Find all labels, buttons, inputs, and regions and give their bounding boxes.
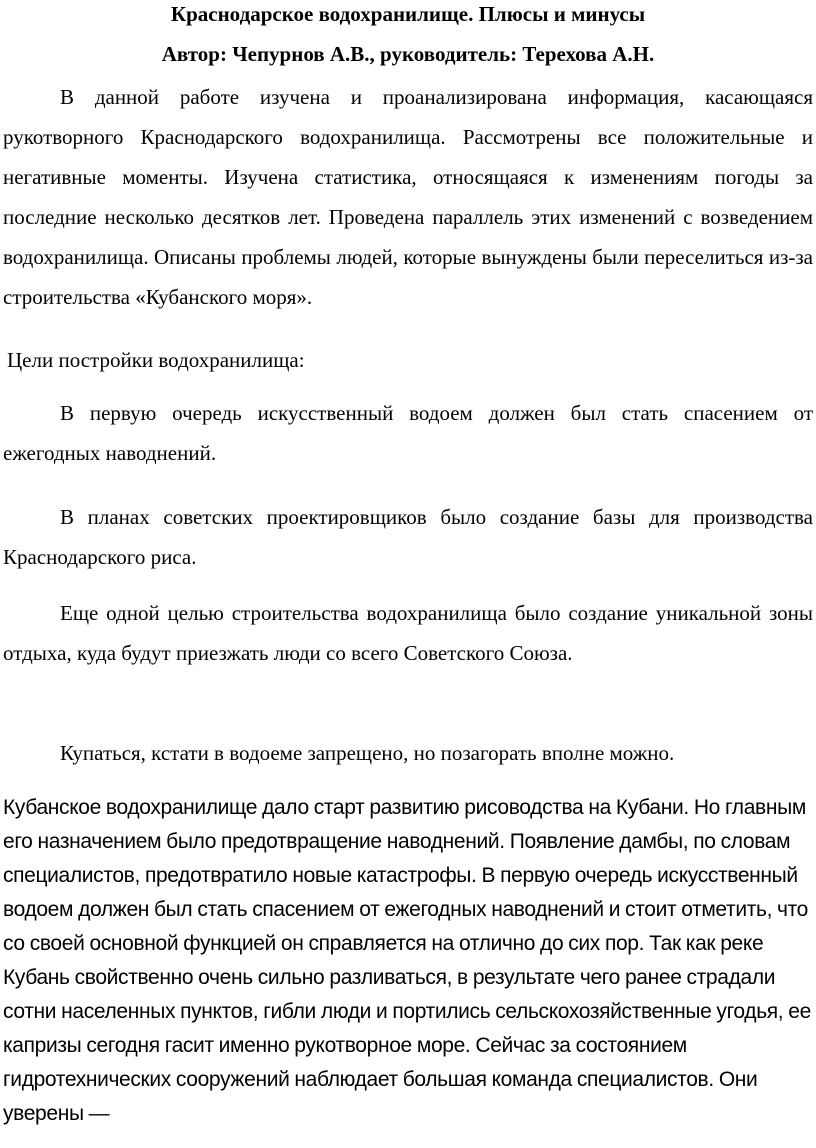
intro-paragraph: В данной работе изучена и проанализирована информация, касающаяся рукотворного Краснодарского водохранилища. Рассмотрены все положительные и негативные моменты. Изучена статистика, относящаяся к изменениям погоды за последние несколько десятков лет. Проведена параллель этих изменений с возведением водохранилища. Описаны проблемы людей, которые вынуждены были переселиться из-за строительства «Кубанского моря». (3, 85, 813, 309)
goal-paragraph-2: В планах советских проектировщиков было создание базы для производства Краснодарского риса. (3, 505, 813, 569)
document-title: Краснодарское водохранилище. Плюсы и минусы (170, 2, 646, 26)
goal-paragraph-1: В первую очередь искусственный водоем должен был стать спасением от ежегодных наводнений. (3, 401, 813, 465)
goal-paragraph-3: Еще одной целью строительства водохранилища было создание уникальной зоны отдыха, куда будут приезжать люди со всего Советского Союза. (3, 601, 813, 665)
document-authors: Автор: Чепурнов А.В., руководитель: Терехова А.Н. (161, 42, 655, 66)
swimming-note: Купаться, кстати в водоеме запрещено, но позагорать вполне можно. (60, 741, 675, 765)
body-text-paragraph: Кубанское водохранилище дало старт развитию рисоводства на Кубани. Но главным его назначением было предотвращение наводнений. Появление дамбы, по словам специалистов, предотвратило новые катастрофы. В первую очередь искусственный водоем должен был стать спасением от ежегодных наводнений и стоит отметить, что со своей основной функцией он справляется на отлично до сих пор. Так как реке Кубань свойственно очень сильно разливаться, в результате чего ранее страдали сотни населенных пунктов, гибли люди и портились сельскохозяйственные угодья, ее капризы сегодня гасит именно рукотворное море. Сейчас за состоянием гидротехнических сооружений наблюдает большая команда специалистов. Они уверены — (3, 796, 811, 1125)
goals-heading: Цели постройки водохранилища: (7, 348, 305, 372)
